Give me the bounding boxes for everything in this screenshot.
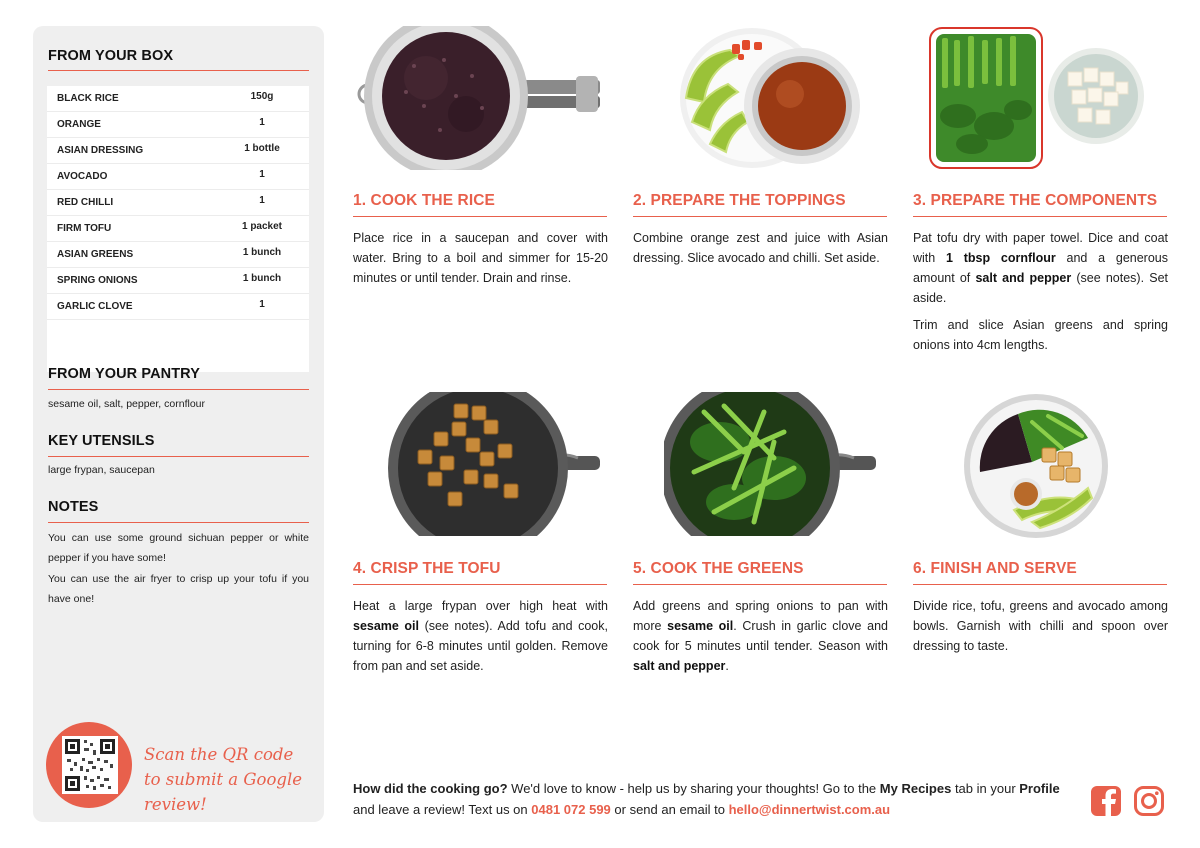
- ingredient-name: ASIAN DRESSING: [57, 145, 144, 156]
- step-6-paragraph: Divide rice, tofu, greens and avocado among bowls. Garnish with chilli and spoon over dressing to taste.: [913, 599, 1168, 653]
- greens-and-tofu-photo: [928, 26, 1148, 170]
- step-2-paragraph: Combine orange zest and juice with Asian dressing. Slice avocado and chilli. Set aside.: [633, 231, 888, 265]
- ingredient-name: ASIAN GREENS: [57, 249, 134, 260]
- step-3-rule: [913, 216, 1167, 217]
- notes-heading: NOTES: [48, 499, 99, 515]
- step-2-instructions: [633, 228, 888, 268]
- section-divider: [48, 522, 309, 523]
- step-3-paragraph: Pat tofu dry with paper towel. Dice and coat with 1 tbsp cornflour and a generous amount of salt and pepper (see notes). Set aside.: [913, 231, 1168, 305]
- review-text: tab in your: [951, 781, 1020, 796]
- from-your-box-heading: FROM YOUR BOX: [48, 48, 174, 64]
- from-your-pantry-heading: FROM YOUR PANTRY: [48, 366, 200, 382]
- ingredient-qty: 1: [259, 117, 265, 128]
- served-bowl-photo: [962, 392, 1110, 540]
- ingredient-qty: 1: [259, 195, 265, 206]
- tofu-frypan-photo: [388, 392, 602, 536]
- ingredient-qty: 1 bottle: [244, 143, 280, 154]
- ingredient-row: [47, 190, 309, 216]
- pantry-list: sesame oil, salt, pepper, cornflour: [48, 398, 205, 410]
- step-1-title: 1. COOK THE RICE: [353, 192, 495, 209]
- key-utensils-heading: KEY UTENSILS: [48, 433, 155, 449]
- ingredient-row: [47, 216, 309, 242]
- review-text: and leave a review! Text us on: [353, 802, 532, 817]
- step-6-instructions: [913, 596, 1168, 656]
- ingredient-name: SPRING ONIONS: [57, 275, 138, 286]
- ingredient-name: ORANGE: [57, 119, 101, 130]
- ingredient-name: RED CHILLI: [57, 197, 114, 208]
- profile-name: Profile: [1019, 781, 1060, 796]
- ingredient-row: [47, 242, 309, 268]
- step-3-instructions: [913, 228, 1168, 355]
- step-4-rule: [353, 584, 607, 585]
- section-divider: [48, 456, 309, 457]
- step-5-title: 5. COOK THE GREENS: [633, 560, 804, 577]
- review-text: We'd love to know - help us by sharing your thoughts! Go to the: [507, 781, 880, 796]
- my-recipes-tab-name: My Recipes: [879, 781, 952, 796]
- ingredient-row: [47, 268, 309, 294]
- facebook-icon[interactable]: [1090, 785, 1122, 817]
- step-1-rule: [353, 216, 607, 217]
- review-lead: How did the cooking go?: [353, 781, 508, 796]
- sidebar-panel: [33, 26, 324, 822]
- step-5-rule: [633, 584, 887, 585]
- step-4-instructions: [353, 596, 608, 676]
- review-text: or send an email to: [610, 802, 729, 817]
- step-2-rule: [633, 216, 887, 217]
- ingredient-name: BLACK RICE: [57, 93, 119, 104]
- note-item: You can use some ground sichuan pepper or white pepper if you have some!: [48, 532, 309, 564]
- ingredient-name: FIRM TOFU: [57, 223, 112, 234]
- ingredient-qty: 1: [259, 299, 265, 310]
- phone-number-link[interactable]: 0481 072 599: [531, 802, 611, 817]
- step-5-instructions: [633, 596, 888, 676]
- step-6-title: 6. FINISH AND SERVE: [913, 560, 1077, 577]
- step-6-rule: [913, 584, 1167, 585]
- qr-code-icon[interactable]: [62, 736, 118, 794]
- step-4-paragraph: Heat a large frypan over high heat with sesame oil (see notes). Add tofu and cook, turning for 6-8 minutes until golden. Remove from pan and set aside.: [353, 599, 608, 673]
- step-1-instructions: [353, 228, 608, 288]
- step-1-paragraph: Place rice in a saucepan and cover with water. Bring to a boil and simmer for 15-20 minutes or until tender. Drain and rinse.: [353, 231, 608, 285]
- instagram-icon[interactable]: [1133, 785, 1165, 817]
- ingredients-table: [47, 86, 309, 372]
- ingredient-qty: 1: [259, 169, 265, 180]
- step-3-paragraph: Trim and slice Asian greens and spring onions into 4cm lengths.: [913, 318, 1168, 352]
- ingredient-qty: 1 bunch: [242, 273, 282, 284]
- review-request: [353, 778, 1083, 820]
- section-divider: [48, 70, 309, 71]
- ingredient-row: [47, 164, 309, 190]
- ingredient-row: [47, 138, 309, 164]
- ingredient-qty: 150g: [250, 91, 274, 102]
- rice-saucepan-photo: [354, 26, 602, 170]
- toppings-plate-photo: [680, 26, 880, 170]
- ingredient-row: [47, 112, 309, 138]
- section-divider: [48, 389, 309, 390]
- ingredient-name: GARLIC CLOVE: [57, 301, 133, 312]
- ingredient-row: [47, 294, 309, 320]
- step-5-paragraph: Add greens and spring onions to pan with more sesame oil. Crush in garlic clove and cook for 5 minutes until tender. Season with salt and pepper.: [633, 599, 888, 673]
- ingredient-qty: 1 packet: [241, 221, 283, 232]
- greens-frypan-photo: [664, 392, 878, 536]
- ingredient-name: AVOCADO: [57, 171, 108, 182]
- note-item: You can use the air fryer to crisp up your tofu if you have one!: [48, 573, 309, 605]
- step-4-title: 4. CRISP THE TOFU: [353, 560, 501, 577]
- ingredient-row: [47, 86, 309, 112]
- step-2-title: 2. PREPARE THE TOPPINGS: [633, 192, 846, 209]
- utensils-list: large frypan, saucepan: [48, 464, 155, 476]
- ingredient-qty: 1 bunch: [242, 247, 282, 258]
- step-3-title: 3. PREPARE THE COMPONENTS: [913, 192, 1158, 209]
- email-link[interactable]: hello@dinnertwist.com.au: [728, 802, 891, 817]
- qr-caption: Scan the QR code to submit a Google review!: [144, 745, 302, 814]
- qr-badge: [46, 722, 132, 808]
